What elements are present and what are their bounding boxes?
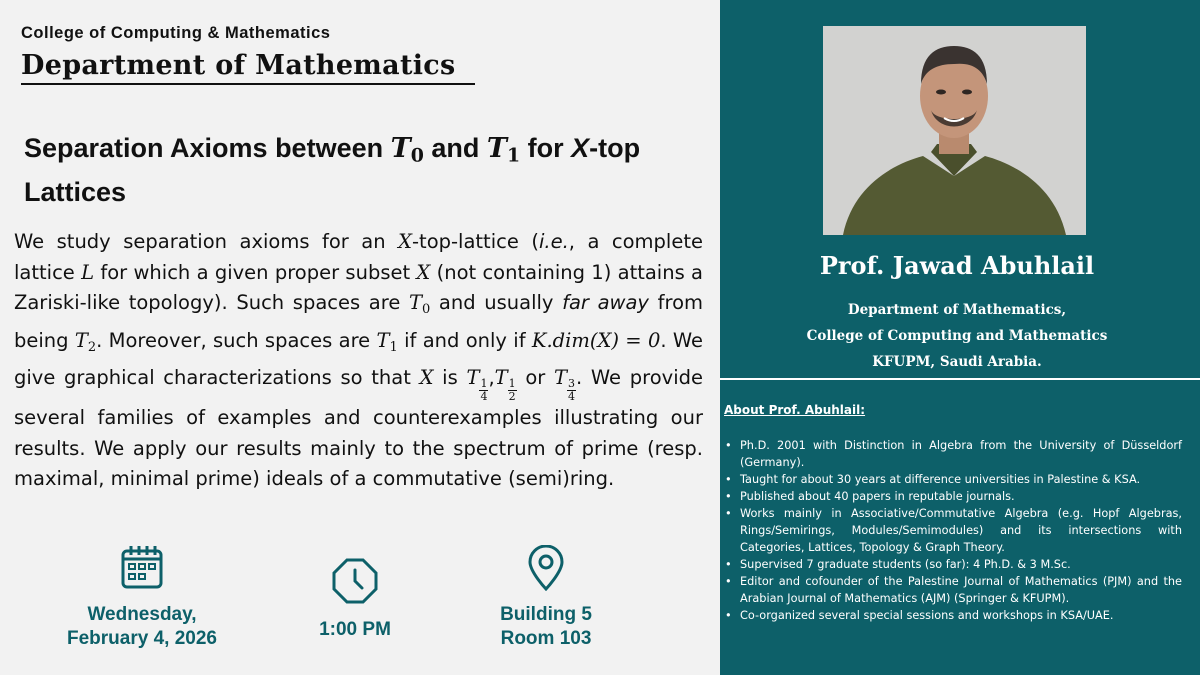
title-math: T: [486, 133, 507, 164]
event-location-line1: Building 5: [500, 604, 592, 625]
title-math: T: [390, 133, 411, 164]
about-heading: About Prof. Abuhlail:: [724, 403, 866, 417]
speaker-name: Prof. Jawad Abuhlail: [819, 251, 1095, 280]
about-item: • Taught for about 30 years at difference universities in Palestine & KSA.: [724, 471, 1182, 488]
event-time-label: 1:00 PM: [319, 619, 391, 640]
talk-title: [24, 130, 714, 210]
calendar-icon: [52, 545, 232, 591]
about-item: • Published about 40 papers in reputable journals.: [724, 488, 1182, 505]
clock-icon: [290, 558, 420, 604]
title-text: and: [423, 133, 487, 163]
about-item: • Editor and cofounder of the Palestine Journal of Mathematics (PJM) and the Arabian Journal of Mathematics (AJM) (Springer & KFUPM).: [724, 573, 1182, 607]
title-math: X: [571, 133, 590, 163]
affiliation-line3: KFUPM, Saudi Arabia.: [872, 354, 1042, 370]
affiliation-line1: Department of Mathematics,: [847, 302, 1067, 318]
title-text: for: [520, 133, 572, 163]
event-date-line1: Wednesday,: [87, 604, 197, 625]
about-item: • Co-organized several special sessions and workshops in KSA/UAE.: [724, 607, 1182, 624]
speaker-photo: [823, 26, 1086, 235]
speaker-affiliation: [720, 297, 1194, 375]
about-item: • Works mainly in Associative/Commutative Algebra (e.g. Hopf Algebras, Rings/Semirings, Modules/Semimodules) and its intersections with Categories, Lattices, Topology & Graph Theory.: [724, 505, 1182, 556]
event-date: [52, 545, 232, 651]
title-math-sub: 1: [506, 144, 521, 167]
abstract: We study separation axioms for an X-top-lattice (i.e., a complete lattice L for which a given proper subset X (not containing 1) attains a Zariski-like topology). Such spaces are $T_0$ and usually far away from being $T_2$. Moreover, such spaces are $T_1$ if and only if K.dim(X) = 0. We give graphical characterizations so that X is T $\frac{1}{4}$ ,T $\frac{1}{2}$ or T $\frac{3}{4}$ . We provide several families of examples and counterexamples illustrating our results. We apply our results mainly to the spectrum of prime (resp. maximal, minimal prime) ideals of a commutative (semi)ring.: [14, 230, 704, 490]
event-time: [290, 558, 420, 642]
title-math-sub: 0: [410, 144, 424, 167]
about-item: • Supervised 7 graduate students (so far): 4 Ph.D. & 3 M.Sc.: [724, 556, 1182, 573]
event-location: [476, 545, 616, 651]
title-text: Separation Axioms between: [24, 133, 391, 163]
department-title: Department of Mathematics: [21, 50, 475, 85]
panel-divider: [720, 378, 1200, 380]
event-location-line2: Room 103: [500, 628, 592, 649]
about-item: • Ph.D. 2001 with Distinction in Algebra from the University of Düsseldorf (Germany).: [724, 437, 1182, 471]
map-pin-icon: [476, 545, 616, 591]
about-list: [724, 437, 1182, 624]
event-date-line2: February 4, 2026: [67, 628, 217, 649]
affiliation-line2: College of Computing and Mathematics: [806, 328, 1108, 344]
college-name: College of Computing & Mathematics: [21, 24, 331, 42]
title-text: -top Lattices: [24, 133, 641, 207]
